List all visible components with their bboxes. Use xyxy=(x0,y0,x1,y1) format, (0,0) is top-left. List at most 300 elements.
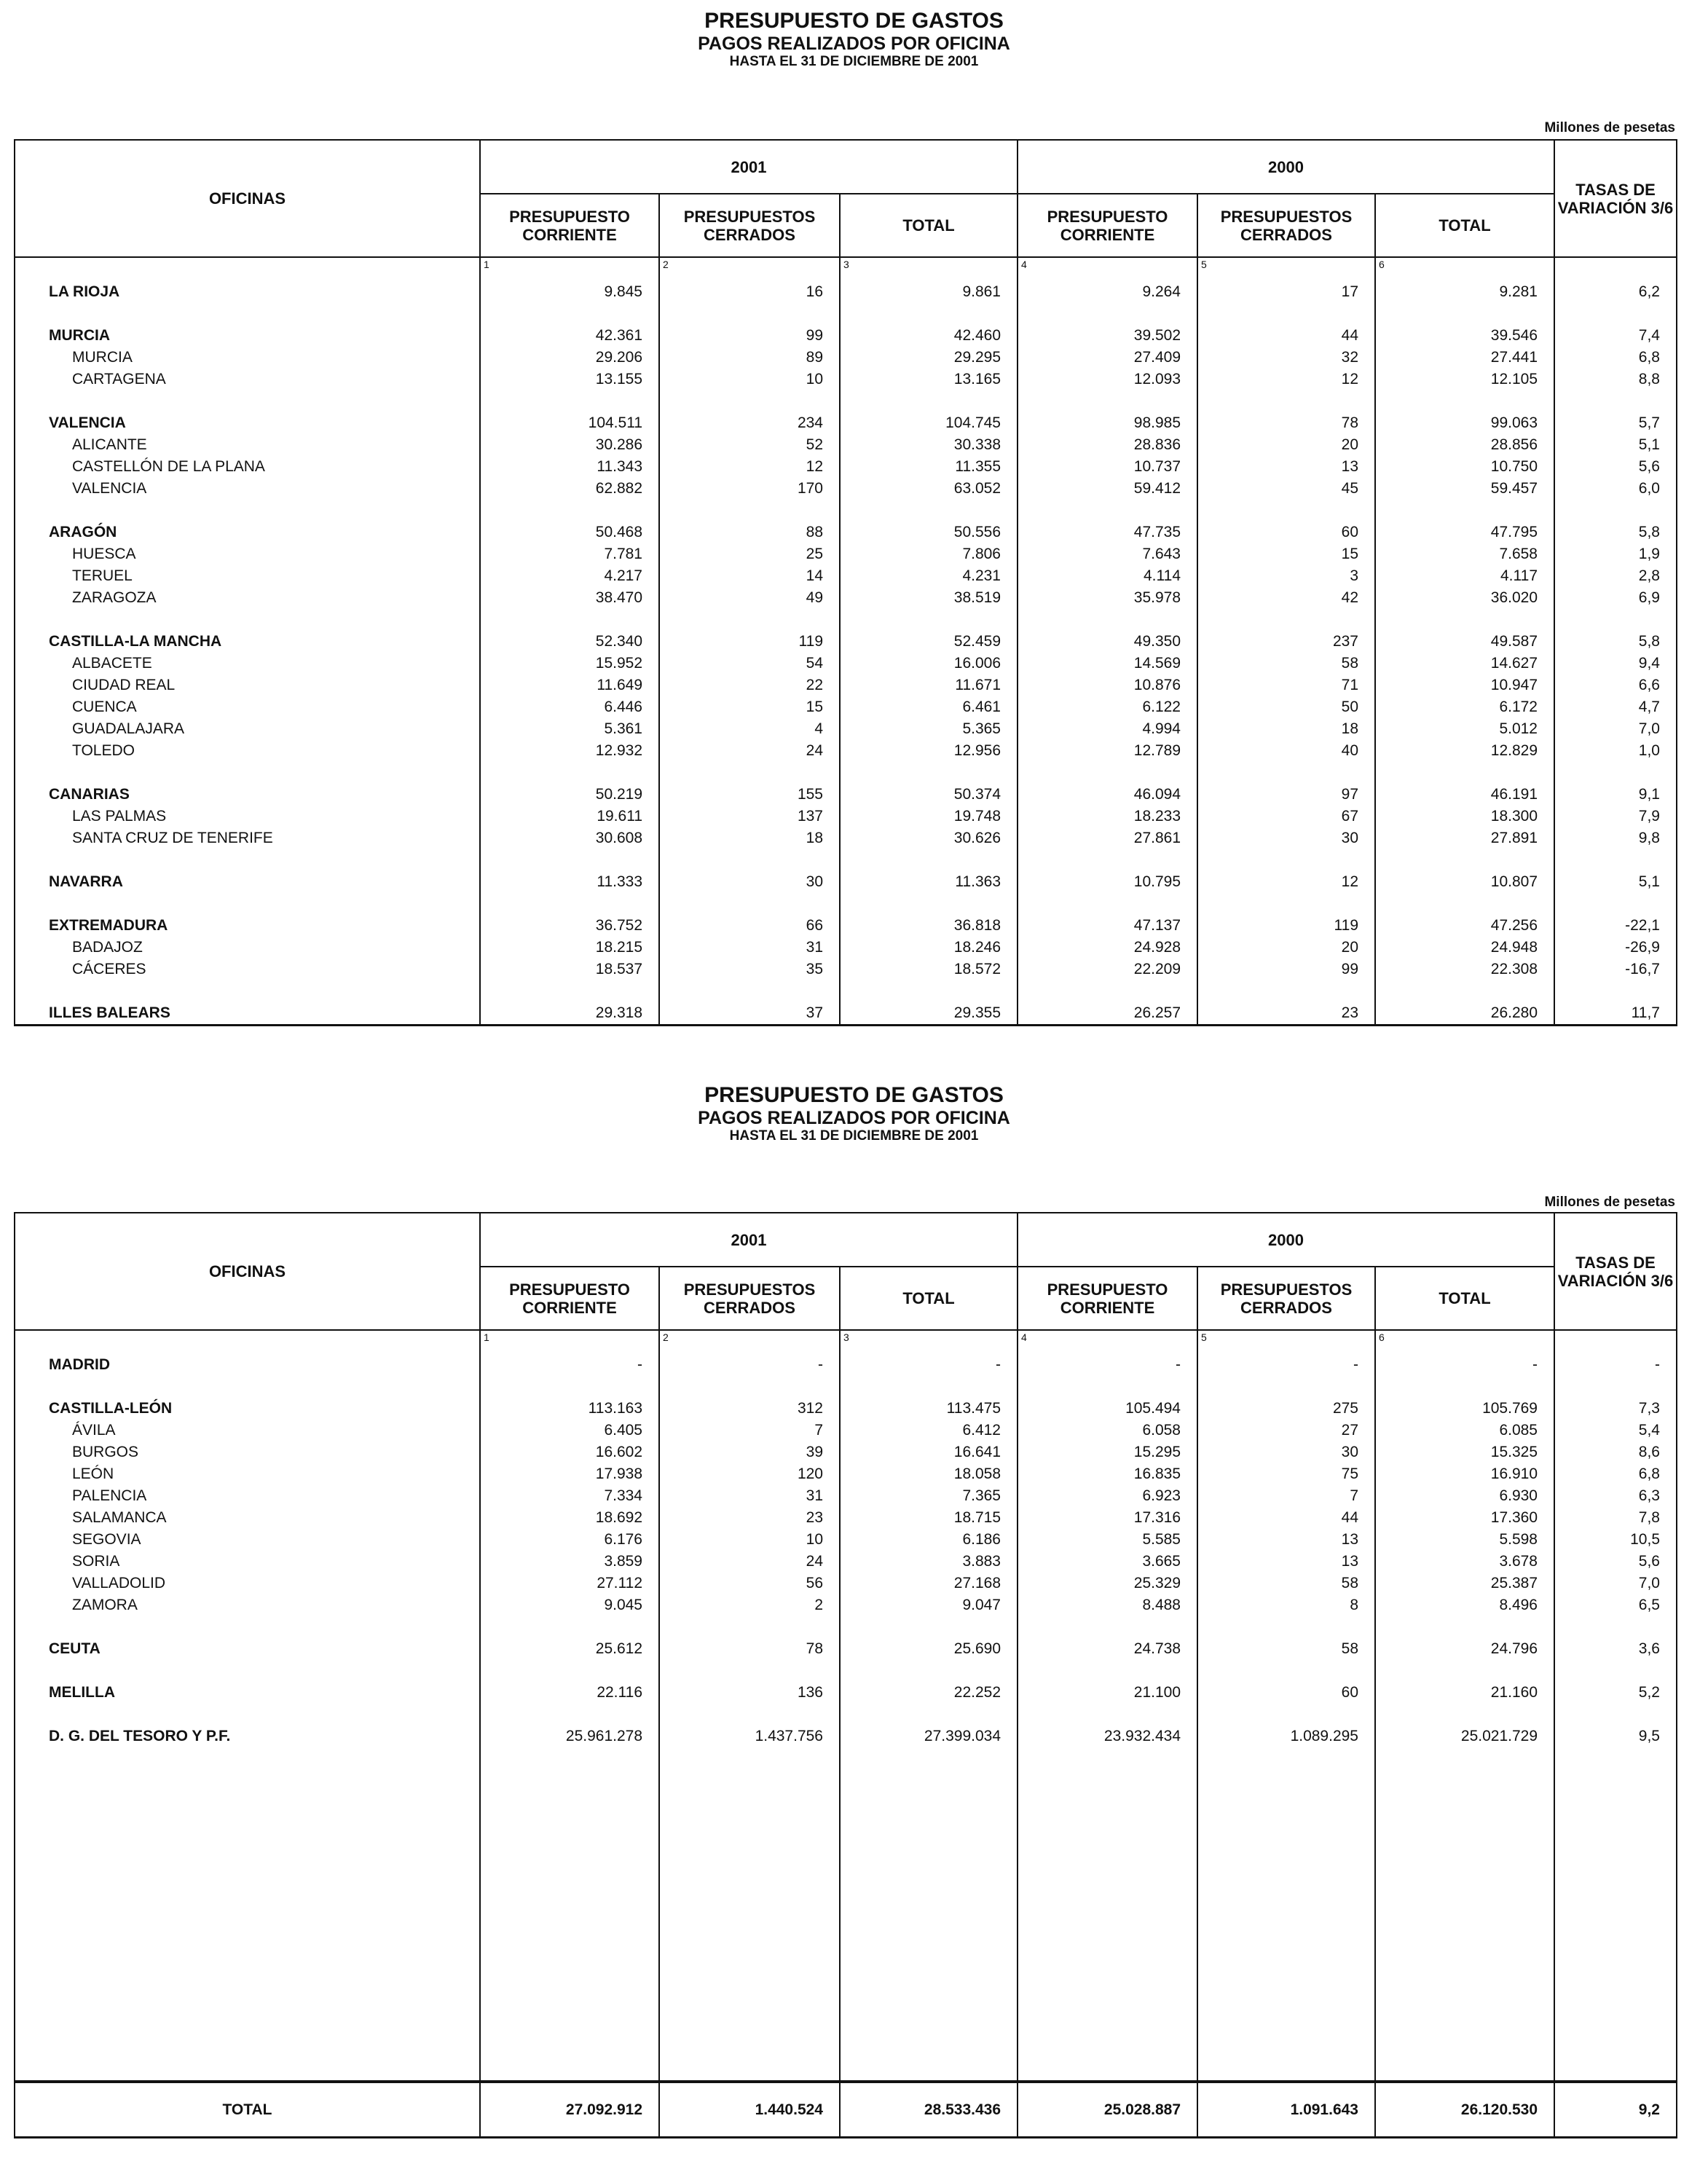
empty-cell xyxy=(1197,1747,1375,2082)
value-cell: 12.829 xyxy=(1375,740,1554,762)
value-cell: 4.117 xyxy=(1375,565,1554,587)
value-cell: 10 xyxy=(659,369,840,390)
table-row xyxy=(15,1354,1677,1376)
empty-cell xyxy=(1018,849,1197,871)
empty-cell xyxy=(15,893,480,915)
value-cell: 47.256 xyxy=(1375,915,1554,937)
header-oficinas: OFICINAS xyxy=(15,1213,480,1330)
office-name: ALICANTE xyxy=(15,434,480,456)
office-name: PALENCIA xyxy=(15,1485,480,1507)
value-cell: 32 xyxy=(1197,347,1375,369)
header-year-2001: 2001 xyxy=(480,140,1018,194)
value-cell: 9.264 xyxy=(1018,281,1197,303)
value-cell: 16.006 xyxy=(840,653,1018,674)
empty-cell xyxy=(1375,1747,1554,2082)
value-cell: 11.649 xyxy=(480,674,659,696)
value-cell: 105.769 xyxy=(1375,1398,1554,1420)
value-cell: 5,4 xyxy=(1554,1420,1677,1441)
table-row xyxy=(15,653,1677,674)
table-row xyxy=(15,806,1677,827)
value-cell: 6.446 xyxy=(480,696,659,718)
value-cell: 7,8 xyxy=(1554,1507,1677,1529)
value-cell: 6,2 xyxy=(1554,281,1677,303)
value-cell: 16.602 xyxy=(480,1441,659,1463)
table-row xyxy=(15,1594,1677,1616)
page-1-title-block xyxy=(0,9,1708,70)
empty-cell xyxy=(840,390,1018,412)
office-name: SEGOVIA xyxy=(15,1529,480,1551)
empty-cell xyxy=(1375,1704,1554,1726)
empty-cell xyxy=(840,1376,1018,1398)
value-cell: 99 xyxy=(659,325,840,347)
empty-cell xyxy=(15,257,480,281)
value-cell: 44 xyxy=(1197,325,1375,347)
value-cell: 1,9 xyxy=(1554,543,1677,565)
value-cell: 39.502 xyxy=(1018,325,1197,347)
value-cell: 6.412 xyxy=(840,1420,1018,1441)
value-cell: 13 xyxy=(1197,1551,1375,1573)
value-cell: - xyxy=(659,1354,840,1376)
empty-cell xyxy=(659,1660,840,1682)
empty-cell xyxy=(659,849,840,871)
empty-cell xyxy=(15,1616,480,1638)
value-cell: 16.835 xyxy=(1018,1463,1197,1485)
value-cell: 113.475 xyxy=(840,1398,1018,1420)
value-cell: 11,7 xyxy=(1554,1002,1677,1026)
value-cell: 119 xyxy=(659,631,840,653)
value-cell: 24.738 xyxy=(1018,1638,1197,1660)
value-cell: 18.058 xyxy=(840,1463,1018,1485)
value-cell: 3,6 xyxy=(1554,1638,1677,1660)
empty-cell xyxy=(840,1616,1018,1638)
value-cell: 27.409 xyxy=(1018,347,1197,369)
office-name: MURCIA xyxy=(15,347,480,369)
value-cell: 4 xyxy=(659,718,840,740)
value-cell: 11.363 xyxy=(840,871,1018,893)
value-cell: 50.556 xyxy=(840,522,1018,543)
value-cell: 39.546 xyxy=(1375,325,1554,347)
empty-cell xyxy=(1018,980,1197,1002)
value-cell: 50.374 xyxy=(840,784,1018,806)
value-cell: 27.891 xyxy=(1375,827,1554,849)
total-row xyxy=(15,2082,1677,2138)
empty-cell xyxy=(1018,1704,1197,1726)
value-cell: 39 xyxy=(659,1441,840,1463)
value-cell: 9,1 xyxy=(1554,784,1677,806)
value-cell: 10.947 xyxy=(1375,674,1554,696)
empty-cell xyxy=(1554,1747,1677,2082)
empty-cell xyxy=(1018,609,1197,631)
empty-cell xyxy=(659,893,840,915)
table-row xyxy=(15,871,1677,893)
value-cell: 22.209 xyxy=(1018,959,1197,980)
value-cell: 30.608 xyxy=(480,827,659,849)
value-cell: 7.365 xyxy=(840,1485,1018,1507)
value-cell: 63.052 xyxy=(840,478,1018,500)
value-cell: 9.047 xyxy=(840,1594,1018,1616)
empty-cell xyxy=(15,980,480,1002)
value-cell: 30.626 xyxy=(840,827,1018,849)
total-value: 9,2 xyxy=(1554,2082,1677,2138)
value-cell: 137 xyxy=(659,806,840,827)
header-year-2000: 2000 xyxy=(1018,140,1554,194)
empty-cell xyxy=(1375,1616,1554,1638)
value-cell: 36.020 xyxy=(1375,587,1554,609)
office-name: TOLEDO xyxy=(15,740,480,762)
value-cell: 22.252 xyxy=(840,1682,1018,1704)
value-cell: 6.923 xyxy=(1018,1485,1197,1507)
spacer-row xyxy=(15,1376,1677,1398)
value-cell: 56 xyxy=(659,1573,840,1594)
office-name: GUADALAJARA xyxy=(15,718,480,740)
value-cell: 12.093 xyxy=(1018,369,1197,390)
empty-cell xyxy=(480,1616,659,1638)
empty-cell xyxy=(15,1376,480,1398)
office-name: ZAMORA xyxy=(15,1594,480,1616)
value-cell: 29.355 xyxy=(840,1002,1018,1026)
value-cell: 17.360 xyxy=(1375,1507,1554,1529)
empty-cell xyxy=(840,500,1018,522)
spacer-row xyxy=(15,609,1677,631)
empty-cell xyxy=(1375,762,1554,784)
value-cell: 14.627 xyxy=(1375,653,1554,674)
value-cell: 2 xyxy=(659,1594,840,1616)
value-cell: 58 xyxy=(1197,653,1375,674)
value-cell: - xyxy=(1018,1354,1197,1376)
value-cell: 15.952 xyxy=(480,653,659,674)
value-cell: 6.461 xyxy=(840,696,1018,718)
value-cell: 11.671 xyxy=(840,674,1018,696)
value-cell: 11.333 xyxy=(480,871,659,893)
spacer-row xyxy=(15,303,1677,325)
empty-cell xyxy=(15,303,480,325)
report-subtitle: PAGOS REALIZADOS POR OFICINA xyxy=(698,1108,1010,1128)
value-cell: 6,3 xyxy=(1554,1485,1677,1507)
units-label: Millones de pesetas xyxy=(1544,1195,1675,1210)
spacer-row xyxy=(15,1660,1677,1682)
value-cell: 4.217 xyxy=(480,565,659,587)
value-cell: 26.280 xyxy=(1375,1002,1554,1026)
table-row xyxy=(15,1463,1677,1485)
column-number-row xyxy=(15,257,1677,281)
value-cell: 7,9 xyxy=(1554,806,1677,827)
value-cell: 16.641 xyxy=(840,1441,1018,1463)
table-row xyxy=(15,1682,1677,1704)
value-cell: 49.587 xyxy=(1375,631,1554,653)
table-row xyxy=(15,1441,1677,1463)
value-cell: 9,8 xyxy=(1554,827,1677,849)
value-cell: 28.836 xyxy=(1018,434,1197,456)
value-cell: 10.876 xyxy=(1018,674,1197,696)
office-name: BADAJOZ xyxy=(15,937,480,959)
value-cell: - xyxy=(1375,1354,1554,1376)
empty-cell xyxy=(1197,390,1375,412)
empty-cell xyxy=(840,1660,1018,1682)
table-row xyxy=(15,631,1677,653)
header-presupuesto-corriente: PRESUPUESTO CORRIENTE xyxy=(1018,194,1197,257)
office-name: CIUDAD REAL xyxy=(15,674,480,696)
office-name: ALBACETE xyxy=(15,653,480,674)
value-cell: 25.329 xyxy=(1018,1573,1197,1594)
value-cell: 8.488 xyxy=(1018,1594,1197,1616)
column-number: 1 xyxy=(480,257,659,281)
value-cell: 11.343 xyxy=(480,456,659,478)
value-cell: 10.795 xyxy=(1018,871,1197,893)
empty-cell xyxy=(480,500,659,522)
value-cell: 59.457 xyxy=(1375,478,1554,500)
value-cell: 25.021.729 xyxy=(1375,1726,1554,1747)
table-row xyxy=(15,1485,1677,1507)
value-cell: 21.160 xyxy=(1375,1682,1554,1704)
value-cell: 18.215 xyxy=(480,937,659,959)
table-row xyxy=(15,456,1677,478)
table-row xyxy=(15,959,1677,980)
empty-cell xyxy=(480,1376,659,1398)
office-name: ZARAGOZA xyxy=(15,587,480,609)
units-label: Millones de pesetas xyxy=(1544,120,1675,135)
value-cell: 113.163 xyxy=(480,1398,659,1420)
region-name: CASTILLA-LA MANCHA xyxy=(15,631,480,653)
value-cell: 3.883 xyxy=(840,1551,1018,1573)
empty-cell xyxy=(1554,1704,1677,1726)
empty-cell xyxy=(1197,609,1375,631)
region-name: ILLES BALEARS xyxy=(15,1002,480,1026)
value-cell: -22,1 xyxy=(1554,915,1677,937)
empty-cell xyxy=(1375,893,1554,915)
value-cell: 15.295 xyxy=(1018,1441,1197,1463)
value-cell: 5,8 xyxy=(1554,631,1677,653)
value-cell: 27.168 xyxy=(840,1573,1018,1594)
value-cell: 23 xyxy=(1197,1002,1375,1026)
page-2-title-block xyxy=(0,1083,1708,1144)
value-cell: 27 xyxy=(1197,1420,1375,1441)
table-row xyxy=(15,1551,1677,1573)
value-cell: 13.155 xyxy=(480,369,659,390)
value-cell: 1.089.295 xyxy=(1197,1726,1375,1747)
value-cell: 31 xyxy=(659,1485,840,1507)
total-value: 1.091.643 xyxy=(1197,2082,1375,2138)
value-cell: 5,6 xyxy=(1554,456,1677,478)
value-cell: 12 xyxy=(1197,871,1375,893)
empty-cell xyxy=(15,1660,480,1682)
value-cell: 6.085 xyxy=(1375,1420,1554,1441)
empty-cell xyxy=(659,1704,840,1726)
value-cell: 25.612 xyxy=(480,1638,659,1660)
column-number: 2 xyxy=(659,1330,840,1354)
column-number: 5 xyxy=(1197,257,1375,281)
value-cell: 44 xyxy=(1197,1507,1375,1529)
value-cell: 5.585 xyxy=(1018,1529,1197,1551)
table-row xyxy=(15,412,1677,434)
spacer-row xyxy=(15,849,1677,871)
office-name: VALLADOLID xyxy=(15,1573,480,1594)
value-cell: 104.745 xyxy=(840,412,1018,434)
value-cell: 15.325 xyxy=(1375,1441,1554,1463)
header-presupuesto-corriente: PRESUPUESTO CORRIENTE xyxy=(480,1267,659,1330)
value-cell: 78 xyxy=(659,1638,840,1660)
payments-table-page-1 xyxy=(14,139,1677,1026)
empty-cell xyxy=(659,500,840,522)
value-cell: 6.172 xyxy=(1375,696,1554,718)
value-cell: 71 xyxy=(1197,674,1375,696)
office-name: VALENCIA xyxy=(15,478,480,500)
table-row xyxy=(15,937,1677,959)
value-cell: 40 xyxy=(1197,740,1375,762)
value-cell: 98.985 xyxy=(1018,412,1197,434)
value-cell: 234 xyxy=(659,412,840,434)
column-number: 4 xyxy=(1018,1330,1197,1354)
value-cell: 27.861 xyxy=(1018,827,1197,849)
header-total: TOTAL xyxy=(840,194,1018,257)
value-cell: 18 xyxy=(659,827,840,849)
report-date: HASTA EL 31 DE DICIEMBRE DE 2001 xyxy=(729,54,979,69)
empty-cell xyxy=(840,849,1018,871)
value-cell: 58 xyxy=(1197,1573,1375,1594)
empty-cell xyxy=(1554,303,1677,325)
value-cell: 49 xyxy=(659,587,840,609)
empty-cell xyxy=(659,609,840,631)
value-cell: 27.112 xyxy=(480,1573,659,1594)
value-cell: 49.350 xyxy=(1018,631,1197,653)
value-cell: 18 xyxy=(1197,718,1375,740)
region-name: MADRID xyxy=(15,1354,480,1376)
empty-cell xyxy=(1554,609,1677,631)
empty-cell xyxy=(1375,303,1554,325)
value-cell: 5.365 xyxy=(840,718,1018,740)
table-row xyxy=(15,827,1677,849)
header-total: TOTAL xyxy=(1375,194,1554,257)
empty-cell xyxy=(1375,1660,1554,1682)
empty-cell xyxy=(1197,1660,1375,1682)
value-cell: 10 xyxy=(659,1529,840,1551)
empty-cell xyxy=(1197,849,1375,871)
empty-cell xyxy=(15,1747,480,2082)
region-name: NAVARRA xyxy=(15,871,480,893)
table-row xyxy=(15,434,1677,456)
value-cell: 23 xyxy=(659,1507,840,1529)
header-presupuestos-cerrados: PRESUPUESTOS CERRADOS xyxy=(1197,1267,1375,1330)
empty-cell xyxy=(1197,1376,1375,1398)
empty-cell xyxy=(15,1704,480,1726)
column-number: 4 xyxy=(1018,257,1197,281)
value-cell: 13.165 xyxy=(840,369,1018,390)
header-presupuestos-cerrados: PRESUPUESTOS CERRADOS xyxy=(1197,194,1375,257)
value-cell: 59.412 xyxy=(1018,478,1197,500)
value-cell: 46.094 xyxy=(1018,784,1197,806)
value-cell: 105.494 xyxy=(1018,1398,1197,1420)
value-cell: 11.355 xyxy=(840,456,1018,478)
value-cell: 5.598 xyxy=(1375,1529,1554,1551)
value-cell: 50.468 xyxy=(480,522,659,543)
value-cell: 3 xyxy=(1197,565,1375,587)
empty-cell xyxy=(1018,1660,1197,1682)
value-cell: 22 xyxy=(659,674,840,696)
empty-cell xyxy=(1197,1616,1375,1638)
value-cell: 38.470 xyxy=(480,587,659,609)
value-cell: 42.361 xyxy=(480,325,659,347)
empty-cell xyxy=(480,1747,659,2082)
empty-cell xyxy=(659,762,840,784)
value-cell: 27.441 xyxy=(1375,347,1554,369)
empty-cell xyxy=(480,609,659,631)
value-cell: 12.105 xyxy=(1375,369,1554,390)
value-cell: 47.137 xyxy=(1018,915,1197,937)
value-cell: 8,8 xyxy=(1554,369,1677,390)
value-cell: 66 xyxy=(659,915,840,937)
value-cell: 170 xyxy=(659,478,840,500)
empty-cell xyxy=(1018,893,1197,915)
table-row xyxy=(15,325,1677,347)
value-cell: 42.460 xyxy=(840,325,1018,347)
value-cell: 12 xyxy=(1197,369,1375,390)
region-name: LA RIOJA xyxy=(15,281,480,303)
office-name: SORIA xyxy=(15,1551,480,1573)
value-cell: 99 xyxy=(1197,959,1375,980)
value-cell: 14 xyxy=(659,565,840,587)
value-cell: 3.678 xyxy=(1375,1551,1554,1573)
empty-cell xyxy=(1554,762,1677,784)
office-name: CARTAGENA xyxy=(15,369,480,390)
header-oficinas: OFICINAS xyxy=(15,140,480,257)
empty-cell xyxy=(840,1747,1018,2082)
table-row xyxy=(15,1420,1677,1441)
table-row xyxy=(15,1398,1677,1420)
value-cell: 52 xyxy=(659,434,840,456)
empty-cell xyxy=(840,893,1018,915)
header-presupuesto-corriente: PRESUPUESTO CORRIENTE xyxy=(480,194,659,257)
value-cell: 31 xyxy=(659,937,840,959)
value-cell: 6,9 xyxy=(1554,587,1677,609)
table-row xyxy=(15,543,1677,565)
column-number: 3 xyxy=(840,1330,1018,1354)
total-value: 25.028.887 xyxy=(1018,2082,1197,2138)
empty-cell xyxy=(480,390,659,412)
value-cell: 24.948 xyxy=(1375,937,1554,959)
office-name: LAS PALMAS xyxy=(15,806,480,827)
value-cell: 136 xyxy=(659,1682,840,1704)
table-row xyxy=(15,674,1677,696)
value-cell: 12.932 xyxy=(480,740,659,762)
value-cell: 6,8 xyxy=(1554,347,1677,369)
empty-cell xyxy=(1554,1376,1677,1398)
empty-cell xyxy=(659,1747,840,2082)
value-cell: 58 xyxy=(1197,1638,1375,1660)
value-cell: 13 xyxy=(1197,456,1375,478)
header-row-years xyxy=(15,140,1677,194)
spacer-row xyxy=(15,762,1677,784)
empty-cell xyxy=(1554,1660,1677,1682)
office-name: CASTELLÓN DE LA PLANA xyxy=(15,456,480,478)
empty-cell xyxy=(15,1330,480,1354)
office-name: CÁCERES xyxy=(15,959,480,980)
value-cell: 7.781 xyxy=(480,543,659,565)
value-cell: 7,0 xyxy=(1554,718,1677,740)
empty-cell xyxy=(659,390,840,412)
empty-cell xyxy=(480,303,659,325)
table-row xyxy=(15,1638,1677,1660)
value-cell: 88 xyxy=(659,522,840,543)
value-cell: 3.665 xyxy=(1018,1551,1197,1573)
value-cell: 35.978 xyxy=(1018,587,1197,609)
region-name: ARAGÓN xyxy=(15,522,480,543)
value-cell: 18.537 xyxy=(480,959,659,980)
total-value: 1.440.524 xyxy=(659,2082,840,2138)
payments-table-page-2 xyxy=(14,1212,1677,2138)
empty-cell xyxy=(480,893,659,915)
empty-cell xyxy=(1554,390,1677,412)
value-cell: 18.300 xyxy=(1375,806,1554,827)
report-date: HASTA EL 31 DE DICIEMBRE DE 2001 xyxy=(729,1128,979,1144)
